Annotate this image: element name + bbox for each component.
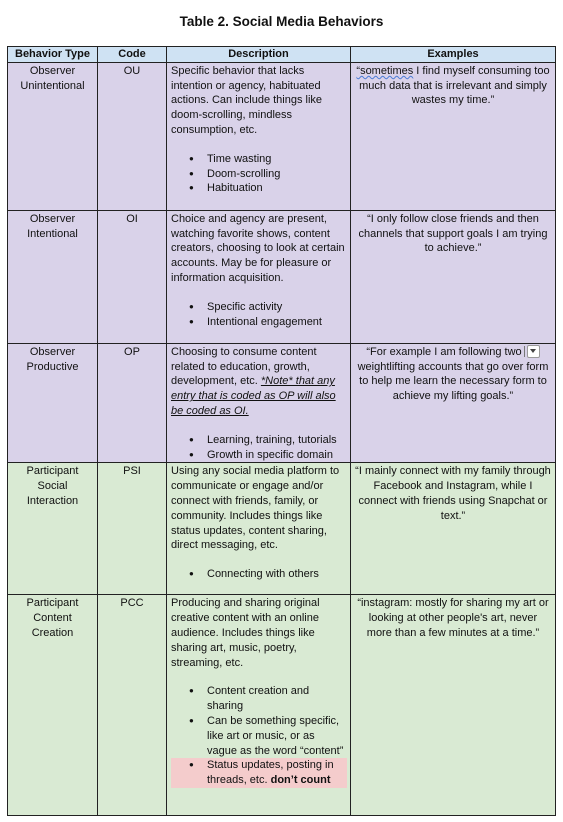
description-cell [167, 210, 351, 343]
behavior-type-line: Observer [29, 64, 76, 77]
code-cell: PCC [98, 595, 167, 816]
table-title: Table 2. Social Media Behaviors [179, 14, 384, 29]
bullet-item: ● Connecting with others [207, 567, 346, 582]
behavior-type-cell [8, 595, 98, 816]
bullet-list [171, 300, 346, 330]
highlight-bold-text: don’t count [270, 774, 331, 787]
bullet-list [171, 567, 346, 582]
chevron-down-icon[interactable] [527, 345, 540, 358]
description-text: Producing and sharing original creative content with an online audience. Includes things like sharing art, music, poetry, streaming, etc. [171, 597, 320, 669]
table-row-ou [8, 62, 556, 210]
example-cell [351, 62, 556, 210]
bullet-list [171, 433, 346, 463]
bullet-list [171, 684, 346, 788]
description-text: Choice and agency are present, watching favorite shows, content creators, choosing to look at certain accounts. May be for pleasure or information acquisition. [171, 212, 345, 284]
example-first-line [355, 345, 551, 360]
description-text: Using any social media platform to communicate or engage and/or connect with friends, family, or community. Includes things like status updates, content sharing, direct messaging, etc. [171, 465, 340, 552]
behavior-type-line: Productive [26, 360, 79, 373]
header-code: Code [98, 47, 167, 63]
example-spellcheck-word: “sometimes [356, 64, 414, 77]
code-cell: OP [98, 343, 167, 463]
text-cursor [524, 346, 525, 357]
description-cell [167, 595, 351, 816]
behavior-type-cell [8, 343, 98, 463]
table-row-oi [8, 210, 556, 343]
table-row-pcc [8, 595, 556, 816]
behavior-type-cell [8, 62, 98, 210]
example-text: weightlifting accounts that go over form to help me learn the necessary form to achieve my lifting goals.” [357, 360, 549, 403]
code-cell: OU [98, 62, 167, 210]
example-cell: “I only follow close friends and then channels that support goals I am trying to achieve.” [351, 210, 556, 343]
table-row-op [8, 343, 556, 463]
description-note: *Note* that any entry that is coded as OP will also be coded as OI. [171, 375, 336, 417]
behavior-type-line: Observer [29, 212, 76, 225]
example-text: I find myself consuming too much data that is irrelevant and simply wastes my time.” [359, 64, 550, 107]
behavior-type-line: Unintentional [20, 79, 85, 92]
bullet-item: ● Time wasting [207, 152, 346, 167]
header-row [8, 47, 556, 63]
behavior-type-cell [8, 210, 98, 343]
highlighted-text [171, 758, 347, 788]
bullet-item: ● Intentional engagement [207, 315, 346, 330]
description-cell [167, 463, 351, 595]
description-text [171, 345, 346, 419]
behavior-type-line: Participant [26, 597, 79, 610]
header-examples: Examples [351, 47, 556, 63]
bullet-item: ● Learning, training, tutorials [207, 433, 346, 448]
description-cell [167, 343, 351, 463]
behavior-type-line: Observer [29, 345, 76, 358]
description-cell [167, 62, 351, 210]
behavior-type-line: Creation [31, 626, 74, 639]
bullet-item: ● Doom-scrolling [207, 167, 346, 182]
behavior-type-line: Content [33, 612, 72, 625]
bullet-item: ● Habituation [207, 181, 346, 196]
behavior-type-line: Interaction [26, 494, 79, 507]
example-cell [351, 343, 556, 463]
header-behavior-type: Behavior Type [8, 47, 98, 63]
example-text: “For example I am following two [366, 345, 522, 358]
code-cell: OI [98, 210, 167, 343]
description-main: Choosing to consume content related to education, growth, development, etc. [171, 345, 317, 388]
behavior-type-line: Participant [26, 465, 79, 478]
bullet-item: ● Can be something specific, like art or music, or as vague as the word “content” [207, 714, 346, 758]
description-text: Specific behavior that lacks intention or agency, habituated actions. Can include things like doom-scrolling, mindless consumption, etc. [171, 64, 323, 136]
bullet-item: ● Growth in specific domain [207, 448, 346, 463]
code-cell: PSI [98, 463, 167, 595]
bullet-list [171, 152, 346, 196]
behavior-type-line: Social [37, 480, 68, 493]
example-cell: “I mainly connect with my family through Facebook and Instagram, while I connect with friends using Snapchat or text.” [351, 463, 556, 595]
social-media-behaviors-table [7, 46, 556, 816]
table-row-psi [8, 463, 556, 595]
behavior-type-line: Intentional [27, 227, 78, 240]
behavior-type-cell [8, 463, 98, 595]
header-description: Description [167, 47, 351, 63]
bullet-item: ● Specific activity [207, 300, 346, 315]
bullet-item: ● Content creation and sharing [207, 684, 346, 714]
example-cell: “instagram: mostly for sharing my art or looking at other people's art, never more than a few minutes at a time.” [351, 595, 556, 816]
highlight-text: Status updates, posting in threads, etc. [207, 759, 334, 787]
bullet-item-highlighted [207, 758, 346, 788]
